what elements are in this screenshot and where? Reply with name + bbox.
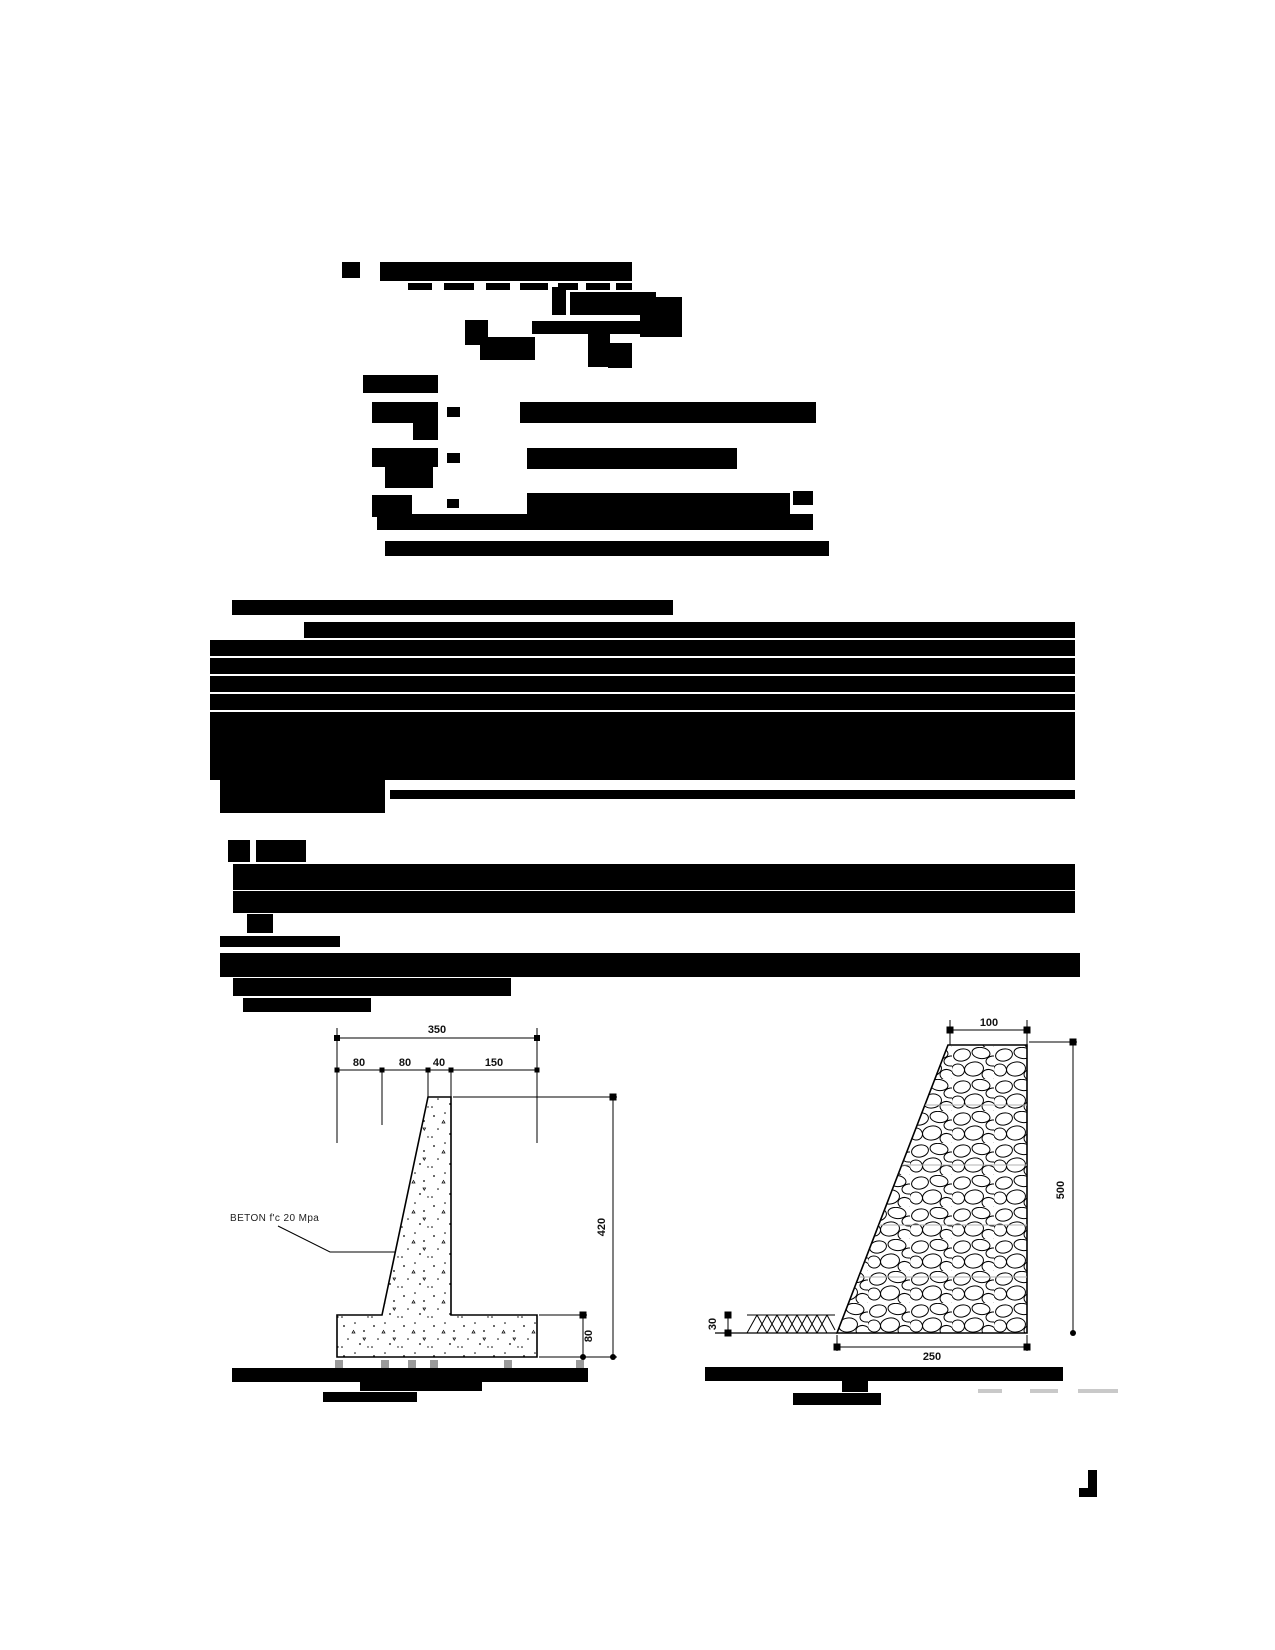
redacted-text-block (380, 262, 632, 281)
redacted-text-block (220, 936, 340, 947)
dim-label-250: 250 (922, 1351, 942, 1360)
concrete-retaining-wall-drawing (220, 1020, 640, 1405)
redacted-text-block (444, 283, 474, 290)
redacted-text-block (520, 402, 816, 423)
redacted-text-block (228, 840, 250, 862)
redacted-text-block (220, 953, 1080, 977)
redacted-text-block (210, 676, 1075, 692)
redacted-text-block (447, 499, 459, 508)
dim-label-30: 30 (707, 1317, 719, 1331)
redacted-text-block (527, 448, 737, 469)
redacted-text-block (247, 914, 273, 933)
material-label: BETON f'c 20 Mpa (230, 1213, 320, 1224)
redacted-text-block (342, 262, 360, 278)
ground-ticks (335, 1360, 584, 1368)
dim-footing-height (539, 1312, 587, 1361)
redacted-text-block (256, 840, 306, 862)
redacted-text-block (233, 978, 511, 996)
dim-toe-height (725, 1312, 732, 1337)
redacted-text-block (486, 283, 510, 290)
redacted-text-block (793, 491, 813, 505)
redacted-text-block (705, 1367, 1063, 1381)
redacted-text-block (520, 283, 548, 290)
dim-label-150: 150 (484, 1057, 504, 1069)
redacted-text-block (360, 1382, 482, 1391)
dim-label-100: 100 (979, 1017, 999, 1029)
redacted-text-block (1079, 1488, 1097, 1497)
redacted-text-block (210, 658, 1075, 674)
redacted-text-block (552, 287, 566, 315)
redacted-text-block (372, 402, 438, 423)
redacted-text-block (527, 493, 790, 515)
redacted-text-block (233, 891, 1075, 913)
stone-masonry-wall-drawing (700, 1015, 1090, 1360)
dim-label-500: 500 (1055, 1180, 1067, 1200)
redacted-text-block (447, 453, 460, 463)
redacted-text-block (323, 1392, 417, 1402)
redacted-text-block (588, 334, 610, 367)
dim-label-80b: 80 (398, 1057, 412, 1069)
stone-wall-outline (837, 1045, 1027, 1333)
redacted-text-block (616, 283, 632, 290)
redacted-text-block (978, 1389, 1002, 1393)
dim-label-80a: 80 (352, 1057, 366, 1069)
redacted-text-block (210, 712, 1075, 780)
redacted-text-block (233, 864, 1075, 890)
redacted-text-block (220, 780, 385, 813)
redacted-text-block (377, 514, 813, 530)
redacted-text-block (232, 1368, 588, 1382)
redacted-text-block (447, 407, 460, 417)
redacted-text-block (385, 541, 829, 556)
redacted-text-block (304, 622, 1075, 638)
label-leader-line (278, 1226, 395, 1252)
redacted-text-block (1030, 1389, 1058, 1393)
redacted-text-block (586, 283, 610, 290)
redacted-text-block (1078, 1389, 1118, 1393)
redacted-text-block (842, 1381, 868, 1392)
redacted-text-block (408, 283, 432, 290)
redacted-text-block (608, 343, 632, 368)
toe-hatch (747, 1315, 835, 1333)
dim-label-40: 40 (432, 1057, 446, 1069)
dim-label-350: 350 (427, 1024, 447, 1036)
concrete-wall-outline (337, 1097, 537, 1357)
redacted-text-block (480, 337, 535, 360)
redacted-text-block (532, 321, 680, 334)
redacted-text-block (793, 1393, 881, 1405)
redacted-text-block (372, 448, 438, 467)
redacted-text-block (243, 998, 371, 1012)
redacted-text-block (413, 423, 438, 440)
dim-label-420: 420 (596, 1217, 608, 1237)
redacted-text-block (210, 694, 1075, 710)
redacted-text-block (385, 467, 433, 488)
redacted-text-block (210, 640, 1075, 656)
redacted-section-title (232, 600, 673, 615)
dim-wall-height (1029, 1039, 1077, 1337)
redacted-text-block (390, 790, 1075, 799)
dim-base-width (834, 1335, 1031, 1351)
redacted-text-block (363, 375, 438, 393)
dim-label-80-footing: 80 (583, 1329, 595, 1343)
